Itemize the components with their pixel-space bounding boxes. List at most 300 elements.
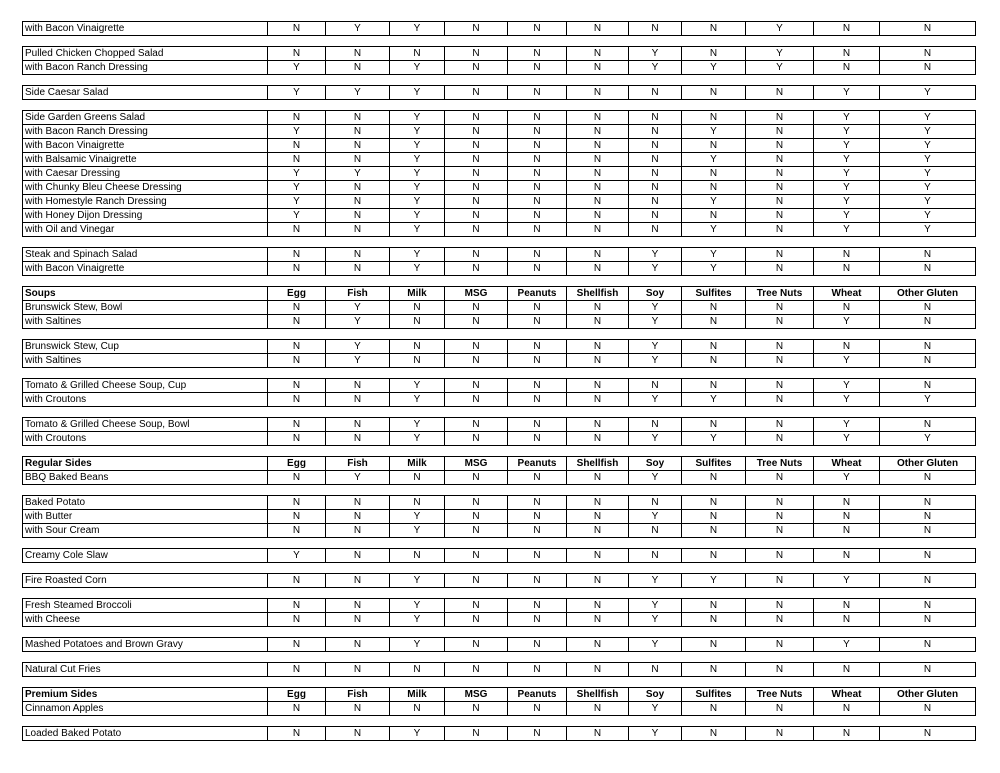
- allergen-value-cell: Y: [390, 181, 445, 195]
- allergen-value-cell: Y: [880, 181, 976, 195]
- spacer-cell: [23, 237, 976, 248]
- allergen-value-cell: Y: [390, 613, 445, 627]
- allergen-value-cell: N: [746, 702, 814, 716]
- item-name-cell: with Bacon Ranch Dressing: [23, 61, 268, 75]
- item-name-cell: with Honey Dijon Dressing: [23, 209, 268, 223]
- allergen-value-cell: N: [746, 315, 814, 329]
- allergen-value-cell: N: [508, 524, 567, 538]
- allergen-value-cell: N: [746, 574, 814, 588]
- column-header-cell: Tree Nuts: [746, 688, 814, 702]
- allergen-value-cell: N: [445, 139, 508, 153]
- allergen-value-cell: N: [567, 702, 629, 716]
- allergen-value-cell: N: [567, 153, 629, 167]
- allergen-value-cell: N: [508, 599, 567, 613]
- item-name-cell: Tomato & Grilled Cheese Soup, Cup: [23, 379, 268, 393]
- spacer-row: [23, 538, 976, 549]
- column-header-cell: Milk: [390, 287, 445, 301]
- column-header-cell: Wheat: [814, 457, 880, 471]
- allergen-value-cell: N: [880, 315, 976, 329]
- allergen-value-cell: N: [567, 86, 629, 100]
- allergen-value-cell: N: [567, 432, 629, 446]
- allergen-value-cell: N: [445, 599, 508, 613]
- allergen-value-cell: N: [567, 574, 629, 588]
- spacer-row: [23, 716, 976, 727]
- table-row: [23, 47, 976, 61]
- item-name-cell: with Sour Cream: [23, 524, 268, 538]
- spacer-row: [23, 329, 976, 340]
- allergen-value-cell: Y: [814, 181, 880, 195]
- allergen-value-cell: N: [814, 510, 880, 524]
- allergen-value-cell: Y: [390, 727, 445, 741]
- allergen-value-cell: N: [880, 47, 976, 61]
- table-row: [23, 125, 976, 139]
- allergen-value-cell: Y: [268, 86, 326, 100]
- allergen-value-cell: N: [567, 354, 629, 368]
- allergen-value-cell: N: [326, 393, 390, 407]
- item-name-cell: Cinnamon Apples: [23, 702, 268, 716]
- item-name-cell: with Oil and Vinegar: [23, 223, 268, 237]
- allergen-value-cell: N: [629, 22, 682, 36]
- table-row: [23, 418, 976, 432]
- allergen-value-cell: N: [326, 432, 390, 446]
- column-header-cell: Egg: [268, 688, 326, 702]
- column-header-cell: Shellfish: [567, 287, 629, 301]
- table-row: [23, 496, 976, 510]
- allergen-value-cell: N: [326, 510, 390, 524]
- allergen-value-cell: N: [567, 125, 629, 139]
- allergen-value-cell: N: [326, 248, 390, 262]
- allergen-value-cell: Y: [268, 125, 326, 139]
- allergen-value-cell: N: [508, 223, 567, 237]
- allergen-value-cell: N: [268, 248, 326, 262]
- table-row: [23, 510, 976, 524]
- allergen-value-cell: N: [567, 613, 629, 627]
- allergen-value-cell: N: [814, 248, 880, 262]
- allergen-value-cell: N: [682, 549, 746, 563]
- allergen-value-cell: N: [814, 613, 880, 627]
- item-name-cell: Pulled Chicken Chopped Salad: [23, 47, 268, 61]
- allergen-value-cell: N: [390, 663, 445, 677]
- allergen-value-cell: N: [268, 379, 326, 393]
- allergen-value-cell: Y: [629, 727, 682, 741]
- allergen-value-cell: N: [567, 248, 629, 262]
- allergen-value-cell: N: [814, 22, 880, 36]
- allergen-value-cell: N: [508, 47, 567, 61]
- allergen-value-cell: N: [746, 599, 814, 613]
- allergen-value-cell: Y: [268, 209, 326, 223]
- allergen-value-cell: N: [567, 181, 629, 195]
- allergen-value-cell: N: [682, 181, 746, 195]
- allergen-value-cell: N: [326, 262, 390, 276]
- allergen-value-cell: N: [746, 549, 814, 563]
- item-name-cell: Tomato & Grilled Cheese Soup, Bowl: [23, 418, 268, 432]
- allergen-value-cell: N: [508, 510, 567, 524]
- allergen-value-cell: N: [508, 432, 567, 446]
- item-name-cell: Side Garden Greens Salad: [23, 111, 268, 125]
- allergen-value-cell: N: [326, 613, 390, 627]
- allergen-value-cell: Y: [880, 223, 976, 237]
- allergen-value-cell: N: [268, 223, 326, 237]
- allergen-value-cell: N: [445, 727, 508, 741]
- allergen-value-cell: N: [508, 153, 567, 167]
- column-header-cell: Fish: [326, 287, 390, 301]
- allergen-value-cell: N: [390, 315, 445, 329]
- allergen-value-cell: Y: [880, 195, 976, 209]
- column-header-cell: MSG: [445, 457, 508, 471]
- allergen-value-cell: Y: [629, 61, 682, 75]
- allergen-value-cell: Y: [390, 209, 445, 223]
- item-name-cell: BBQ Baked Beans: [23, 471, 268, 485]
- allergen-value-cell: Y: [390, 223, 445, 237]
- allergen-value-cell: N: [445, 86, 508, 100]
- allergen-value-cell: N: [746, 248, 814, 262]
- allergen-value-cell: N: [567, 61, 629, 75]
- allergen-value-cell: N: [445, 315, 508, 329]
- allergen-value-cell: N: [326, 195, 390, 209]
- allergen-value-cell: N: [682, 209, 746, 223]
- item-name-cell: with Bacon Vinaigrette: [23, 22, 268, 36]
- allergen-value-cell: N: [746, 379, 814, 393]
- allergen-value-cell: N: [326, 638, 390, 652]
- allergen-value-cell: Y: [682, 195, 746, 209]
- allergen-value-cell: N: [746, 524, 814, 538]
- table-row: [23, 727, 976, 741]
- allergen-value-cell: N: [682, 139, 746, 153]
- allergen-value-cell: N: [814, 262, 880, 276]
- allergen-value-cell: Y: [746, 22, 814, 36]
- allergen-value-cell: N: [682, 340, 746, 354]
- allergen-value-cell: N: [508, 22, 567, 36]
- allergen-value-cell: N: [746, 354, 814, 368]
- allergen-value-cell: N: [445, 22, 508, 36]
- allergen-value-cell: N: [746, 86, 814, 100]
- item-name-cell: Natural Cut Fries: [23, 663, 268, 677]
- allergen-value-cell: N: [746, 209, 814, 223]
- allergen-value-cell: N: [567, 301, 629, 315]
- allergen-value-cell: N: [445, 125, 508, 139]
- allergen-value-cell: N: [567, 223, 629, 237]
- column-header-cell: Milk: [390, 688, 445, 702]
- allergen-value-cell: N: [629, 663, 682, 677]
- allergen-value-cell: N: [814, 496, 880, 510]
- allergen-value-cell: N: [746, 432, 814, 446]
- allergen-value-cell: Y: [390, 599, 445, 613]
- allergen-value-cell: N: [390, 301, 445, 315]
- allergen-value-cell: N: [508, 496, 567, 510]
- spacer-cell: [23, 36, 976, 47]
- section-header-row: [23, 688, 976, 702]
- allergen-value-cell: Y: [629, 510, 682, 524]
- allergen-value-cell: N: [326, 111, 390, 125]
- allergen-value-cell: N: [326, 223, 390, 237]
- allergen-value-cell: N: [746, 727, 814, 741]
- allergen-value-cell: Y: [682, 223, 746, 237]
- allergen-value-cell: N: [268, 262, 326, 276]
- allergen-value-cell: Y: [390, 262, 445, 276]
- allergen-value-cell: N: [508, 262, 567, 276]
- allergen-value-cell: N: [880, 340, 976, 354]
- allergen-value-cell: Y: [629, 613, 682, 627]
- item-name-cell: Loaded Baked Potato: [23, 727, 268, 741]
- allergen-value-cell: N: [629, 153, 682, 167]
- item-name-cell: with Chunky Bleu Cheese Dressing: [23, 181, 268, 195]
- allergen-value-cell: N: [682, 354, 746, 368]
- allergen-value-cell: N: [508, 139, 567, 153]
- table-row: [23, 393, 976, 407]
- table-row: [23, 638, 976, 652]
- table-row: [23, 181, 976, 195]
- allergen-value-cell: N: [814, 549, 880, 563]
- allergen-value-cell: N: [508, 209, 567, 223]
- spacer-row: [23, 36, 976, 47]
- allergen-table: [22, 21, 976, 741]
- allergen-value-cell: N: [629, 524, 682, 538]
- allergen-value-cell: N: [746, 496, 814, 510]
- allergen-value-cell: N: [682, 510, 746, 524]
- allergen-value-cell: Y: [326, 167, 390, 181]
- allergen-value-cell: N: [445, 702, 508, 716]
- allergen-value-cell: N: [445, 47, 508, 61]
- spacer-cell: [23, 100, 976, 111]
- allergen-value-cell: Y: [629, 340, 682, 354]
- allergen-value-cell: N: [508, 301, 567, 315]
- allergen-value-cell: N: [268, 613, 326, 627]
- item-name-cell: Steak and Spinach Salad: [23, 248, 268, 262]
- allergen-value-cell: Y: [390, 379, 445, 393]
- allergen-value-cell: N: [268, 315, 326, 329]
- spacer-cell: [23, 677, 976, 688]
- allergen-value-cell: N: [746, 638, 814, 652]
- allergen-value-cell: N: [629, 125, 682, 139]
- allergen-value-cell: N: [326, 599, 390, 613]
- allergen-value-cell: N: [268, 354, 326, 368]
- allergen-value-cell: N: [326, 125, 390, 139]
- allergen-value-cell: N: [629, 195, 682, 209]
- table-row: [23, 340, 976, 354]
- allergen-value-cell: Y: [682, 153, 746, 167]
- allergen-value-cell: N: [268, 301, 326, 315]
- allergen-value-cell: Y: [880, 393, 976, 407]
- allergen-value-cell: N: [746, 301, 814, 315]
- allergen-value-cell: N: [445, 167, 508, 181]
- table-row: [23, 262, 976, 276]
- allergen-value-cell: N: [682, 702, 746, 716]
- table-row: [23, 153, 976, 167]
- spacer-row: [23, 75, 976, 86]
- column-header-cell: Milk: [390, 457, 445, 471]
- allergen-value-cell: Y: [814, 86, 880, 100]
- allergen-value-cell: N: [445, 61, 508, 75]
- table-row: [23, 432, 976, 446]
- spacer-cell: [23, 627, 976, 638]
- table-row: [23, 248, 976, 262]
- allergen-value-cell: Y: [814, 153, 880, 167]
- allergen-value-cell: Y: [268, 61, 326, 75]
- allergen-value-cell: N: [746, 510, 814, 524]
- allergen-value-cell: N: [567, 496, 629, 510]
- column-header-cell: Peanuts: [508, 688, 567, 702]
- allergen-value-cell: N: [746, 153, 814, 167]
- allergen-value-cell: Y: [326, 315, 390, 329]
- allergen-value-cell: Y: [390, 195, 445, 209]
- allergen-value-cell: Y: [629, 315, 682, 329]
- allergen-value-cell: N: [445, 549, 508, 563]
- column-header-cell: Soy: [629, 287, 682, 301]
- allergen-value-cell: Y: [814, 139, 880, 153]
- allergen-value-cell: N: [746, 181, 814, 195]
- section-title-cell: Regular Sides: [23, 457, 268, 471]
- allergen-value-cell: N: [629, 167, 682, 181]
- section-header-row: [23, 457, 976, 471]
- column-header-cell: Shellfish: [567, 688, 629, 702]
- allergen-value-cell: Y: [390, 86, 445, 100]
- allergen-value-cell: N: [629, 549, 682, 563]
- allergen-value-cell: N: [508, 86, 567, 100]
- allergen-value-cell: Y: [814, 379, 880, 393]
- allergen-value-cell: N: [326, 153, 390, 167]
- allergen-value-cell: N: [567, 167, 629, 181]
- spacer-row: [23, 627, 976, 638]
- allergen-value-cell: N: [880, 496, 976, 510]
- allergen-value-cell: N: [880, 418, 976, 432]
- allergen-value-cell: N: [629, 86, 682, 100]
- allergen-value-cell: Y: [629, 599, 682, 613]
- allergen-value-cell: N: [880, 471, 976, 485]
- table-row: [23, 167, 976, 181]
- allergen-value-cell: Y: [682, 432, 746, 446]
- allergen-value-cell: Y: [390, 22, 445, 36]
- allergen-value-cell: Y: [814, 125, 880, 139]
- allergen-value-cell: Y: [880, 139, 976, 153]
- allergen-value-cell: N: [629, 223, 682, 237]
- table-row: [23, 301, 976, 315]
- allergen-value-cell: N: [445, 379, 508, 393]
- allergen-value-cell: N: [746, 340, 814, 354]
- spacer-row: [23, 485, 976, 496]
- allergen-value-cell: Y: [629, 702, 682, 716]
- allergen-value-cell: N: [746, 418, 814, 432]
- allergen-value-cell: N: [445, 393, 508, 407]
- allergen-value-cell: N: [508, 111, 567, 125]
- allergen-value-cell: N: [326, 663, 390, 677]
- column-header-cell: Other Gluten: [880, 688, 976, 702]
- column-header-cell: Shellfish: [567, 457, 629, 471]
- allergen-value-cell: N: [880, 613, 976, 627]
- item-name-cell: with Cheese: [23, 613, 268, 627]
- allergen-value-cell: Y: [629, 574, 682, 588]
- allergen-value-cell: N: [508, 61, 567, 75]
- allergen-value-cell: N: [326, 574, 390, 588]
- column-header-cell: Wheat: [814, 688, 880, 702]
- allergen-value-cell: Y: [390, 510, 445, 524]
- allergen-value-cell: N: [268, 510, 326, 524]
- item-name-cell: Side Caesar Salad: [23, 86, 268, 100]
- allergen-value-cell: N: [746, 663, 814, 677]
- allergen-value-cell: N: [445, 613, 508, 627]
- allergen-value-cell: N: [629, 181, 682, 195]
- allergen-value-cell: N: [629, 379, 682, 393]
- allergen-value-cell: N: [445, 153, 508, 167]
- allergen-value-cell: N: [567, 47, 629, 61]
- spacer-cell: [23, 329, 976, 340]
- allergen-value-cell: N: [567, 393, 629, 407]
- column-header-cell: Egg: [268, 457, 326, 471]
- allergen-value-cell: N: [746, 471, 814, 485]
- allergen-value-cell: Y: [326, 22, 390, 36]
- allergen-value-cell: N: [814, 599, 880, 613]
- item-name-cell: with Saltines: [23, 354, 268, 368]
- allergen-value-cell: N: [746, 111, 814, 125]
- item-name-cell: Brunswick Stew, Cup: [23, 340, 268, 354]
- allergen-value-cell: N: [567, 379, 629, 393]
- allergen-value-cell: N: [508, 181, 567, 195]
- allergen-value-cell: N: [880, 702, 976, 716]
- allergen-value-cell: N: [268, 418, 326, 432]
- allergen-value-cell: Y: [682, 125, 746, 139]
- allergen-value-cell: Y: [814, 223, 880, 237]
- table-row: [23, 86, 976, 100]
- table-row: [23, 61, 976, 75]
- allergen-value-cell: N: [445, 432, 508, 446]
- allergen-value-cell: N: [567, 727, 629, 741]
- allergen-value-cell: Y: [814, 418, 880, 432]
- allergen-value-cell: N: [268, 139, 326, 153]
- allergen-value-cell: N: [682, 22, 746, 36]
- spacer-cell: [23, 716, 976, 727]
- allergen-value-cell: N: [746, 125, 814, 139]
- column-header-cell: Peanuts: [508, 287, 567, 301]
- spacer-row: [23, 446, 976, 457]
- allergen-value-cell: Y: [390, 524, 445, 538]
- allergen-value-cell: N: [326, 496, 390, 510]
- allergen-value-cell: N: [445, 524, 508, 538]
- allergen-value-cell: N: [508, 393, 567, 407]
- allergen-value-cell: N: [445, 111, 508, 125]
- allergen-value-cell: N: [508, 354, 567, 368]
- allergen-value-cell: Y: [880, 86, 976, 100]
- allergen-value-cell: Y: [390, 574, 445, 588]
- allergen-value-cell: N: [508, 471, 567, 485]
- allergen-value-cell: N: [880, 354, 976, 368]
- allergen-value-cell: N: [445, 181, 508, 195]
- allergen-value-cell: Y: [629, 354, 682, 368]
- allergen-value-cell: Y: [390, 153, 445, 167]
- allergen-value-cell: N: [508, 574, 567, 588]
- allergen-value-cell: N: [629, 496, 682, 510]
- item-name-cell: with Bacon Vinaigrette: [23, 262, 268, 276]
- column-header-cell: Sulfites: [682, 287, 746, 301]
- allergen-value-cell: Y: [268, 195, 326, 209]
- allergen-value-cell: N: [682, 47, 746, 61]
- allergen-value-cell: Y: [814, 393, 880, 407]
- spacer-cell: [23, 588, 976, 599]
- column-header-cell: Other Gluten: [880, 457, 976, 471]
- allergen-value-cell: N: [567, 340, 629, 354]
- allergen-value-cell: N: [445, 574, 508, 588]
- allergen-value-cell: N: [390, 471, 445, 485]
- allergen-value-cell: N: [326, 139, 390, 153]
- allergen-value-cell: N: [268, 524, 326, 538]
- allergen-value-cell: N: [682, 496, 746, 510]
- column-header-cell: Fish: [326, 688, 390, 702]
- allergen-value-cell: N: [326, 524, 390, 538]
- allergen-value-cell: N: [508, 702, 567, 716]
- allergen-value-cell: N: [390, 549, 445, 563]
- allergen-value-cell: N: [567, 262, 629, 276]
- allergen-value-cell: Y: [390, 125, 445, 139]
- allergen-value-cell: N: [268, 574, 326, 588]
- allergen-value-cell: N: [567, 195, 629, 209]
